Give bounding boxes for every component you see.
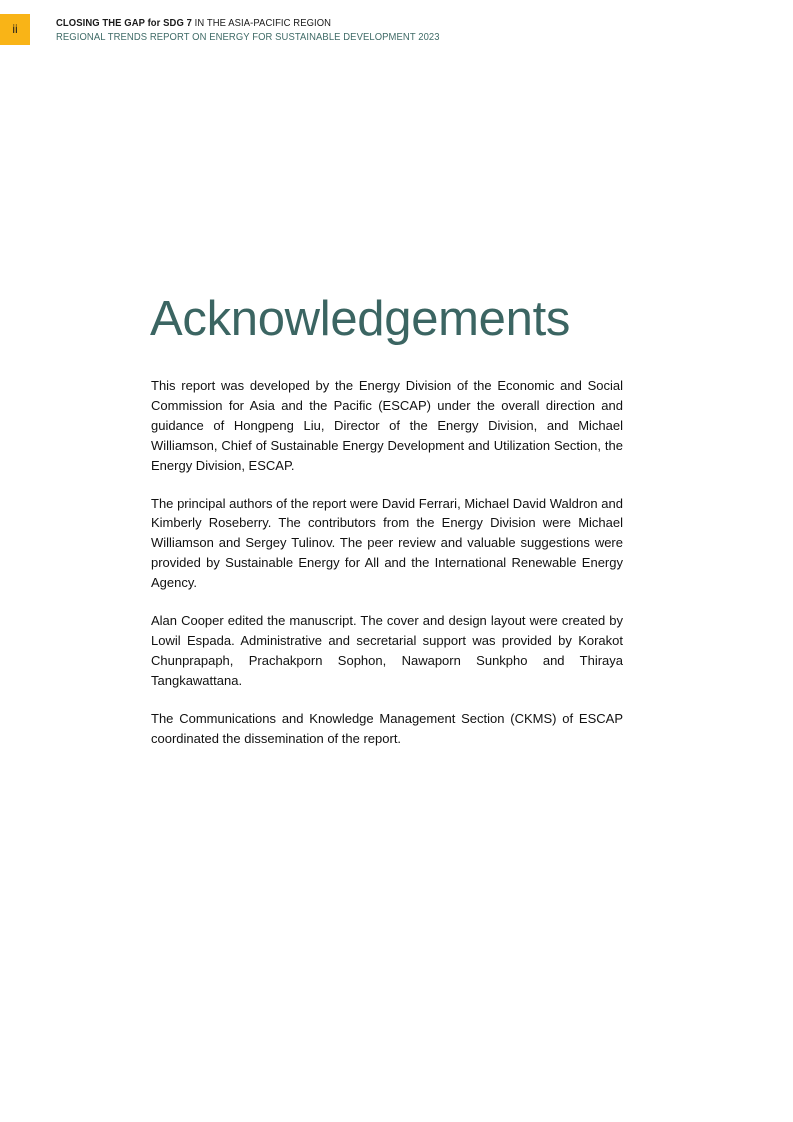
paragraph-1: This report was developed by the Energy Division of the Economic and Social Commission for Asia and the Pacific (ESCAP) under the overall direction and guidance of Hongpeng Liu, Director of the Energy Division, and Michael Williamson, Chief of Sustainable Energy Development and Utilization Section, the Energy Division, ESCAP.	[151, 378, 623, 473]
report-title-bold: CLOSING THE GAP for SDG 7	[56, 17, 192, 29]
report-title-rest: IN THE ASIA-PACIFIC REGION	[191, 17, 332, 29]
paragraph-3: Alan Cooper edited the manuscript. The cover and design layout were created by Lowil Espada. Administrative and secretarial support was provided by Korakot Chunprapaph, Prachakporn Sophon, Nawaporn Sunkpho and Thiraya Tangkawattana.	[151, 613, 623, 688]
page-title: Acknowledgements	[150, 292, 571, 346]
page-number-badge	[0, 14, 30, 45]
acknowledgements-body	[151, 376, 623, 767]
report-subtitle: REGIONAL TRENDS REPORT ON ENERGY FOR SUSTAINABLE DEVELOPMENT 2023	[56, 31, 440, 43]
paragraph-4: The Communications and Knowledge Management Section (CKMS) of ESCAP coordinated the dissemination of the report.	[151, 710, 623, 746]
report-title-line	[56, 16, 440, 30]
page-number: ii	[12, 22, 18, 36]
running-header	[56, 16, 440, 44]
paragraph-2: The principal authors of the report were David Ferrari, Michael David Waldron and Kimberly Roseberry. The contributors from the Energy Division were Michael Williamson and Sergey Tulinov. The peer review and valuable suggestions were provided by Sustainable Energy for All and the International Renewable Energy Agency.	[151, 495, 623, 591]
